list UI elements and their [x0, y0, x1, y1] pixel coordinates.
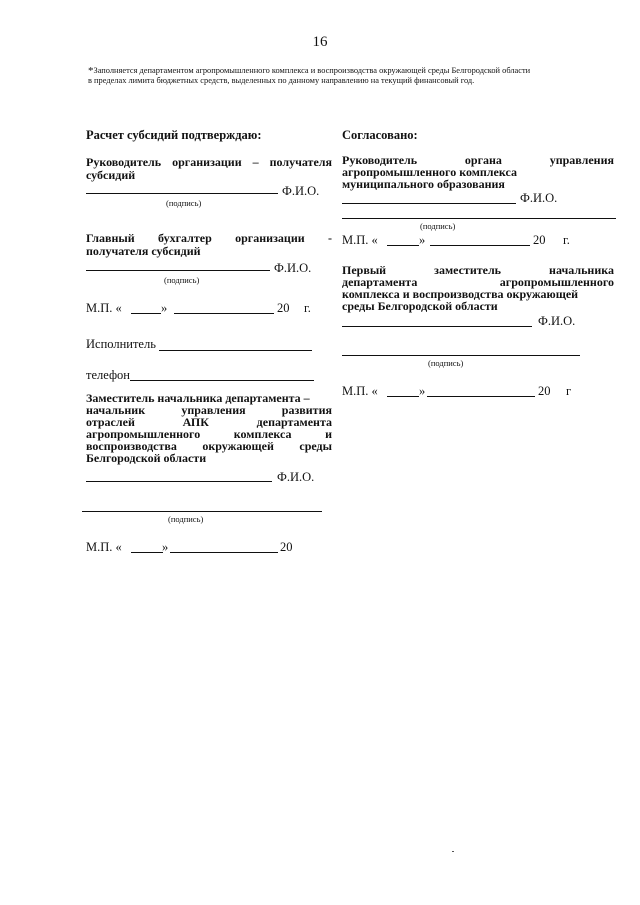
deputy-line-1: Заместитель начальника департамента –	[86, 391, 310, 405]
accountant-fio-label: Ф.И.О.	[274, 261, 312, 275]
deputy-sign-caption: (подпись)	[168, 514, 204, 524]
first-deputy-sign-line-2[interactable]	[342, 355, 580, 356]
right-mp-2-close-quote: »	[419, 384, 426, 398]
first-deputy-block	[342, 264, 614, 312]
municipal-sign-caption: (подпись)	[420, 221, 456, 231]
deputy-line-6: Белгородской области	[86, 451, 207, 465]
right-mp-2-month-line[interactable]	[427, 396, 535, 397]
deputy-fio-label: Ф.И.О.	[277, 470, 315, 484]
left-mp-1-g: г.	[304, 301, 311, 315]
footnote-line-1: *Заполняется департаментом агропромышленного комплекса и воспроизводства окружающей среды Белгородской области	[88, 65, 531, 77]
left-mp-1-day-line[interactable]	[131, 313, 161, 314]
first-deputy-fio-label: Ф.И.О.	[538, 314, 576, 328]
deputy-line-3: отраслей АПК департамента	[86, 415, 332, 429]
left-mp-1-year: 20	[277, 301, 290, 315]
first-deputy-line-4: среды Белгородской области	[342, 299, 498, 313]
left-mp-2-day-line[interactable]	[131, 552, 163, 553]
footnote	[88, 66, 620, 86]
right-mp-1-g: г.	[563, 233, 570, 247]
accountant-block	[86, 232, 332, 257]
executor-line[interactable]	[159, 350, 312, 351]
executor-label: Исполнитель	[86, 337, 156, 351]
first-deputy-line-3: комплекса и воспроизводства окружающей	[342, 287, 579, 301]
deputy-line-5: воспроизводства окружающей среды	[86, 439, 332, 453]
left-mp-2-close-quote: »	[162, 540, 169, 554]
phone-line[interactable]	[130, 380, 314, 381]
municipal-line-3: муниципального образования	[342, 177, 505, 191]
accountant-signature-line[interactable]	[86, 270, 270, 271]
municipal-line-1: Руководитель органа управления	[342, 153, 614, 167]
first-deputy-line-1: Первый заместитель начальника	[342, 263, 614, 277]
municipal-fio-label: Ф.И.О.	[520, 191, 558, 205]
head-org-line-2: субсидий	[86, 168, 136, 182]
first-deputy-signature-line[interactable]	[342, 326, 532, 327]
right-mp-2-label: М.П. «	[342, 384, 378, 398]
accountant-line-1: Главный бухгалтер организации -	[86, 231, 332, 245]
accountant-sign-caption: (подпись)	[164, 275, 200, 285]
page-number: 16	[312, 34, 328, 50]
footnote-star: *	[88, 65, 94, 77]
municipal-block	[342, 154, 614, 190]
right-mp-1-close-quote: »	[419, 233, 426, 247]
accountant-line-2: получателя субсидий	[86, 244, 201, 258]
municipal-signature-line[interactable]	[342, 203, 516, 204]
left-mp-1-label: М.П. «	[86, 301, 122, 315]
right-mp-1-month-line[interactable]	[430, 245, 530, 246]
left-mp-1-month-line[interactable]	[174, 313, 274, 314]
right-mp-2-g: г	[566, 384, 572, 398]
left-heading: Расчет субсидий подтверждаю:	[86, 128, 262, 142]
first-deputy-line-2: департамента агропромышленного	[342, 275, 614, 289]
head-org-fio-label: Ф.И.О.	[282, 184, 320, 198]
footnote-line-2: в пределах лимита бюджетных средств, выделенных по данному направлению на текущий финансовый год.	[88, 76, 475, 85]
left-mp-2-year: 20	[280, 540, 293, 554]
deputy-line-4: агропромышленного комплекса и	[86, 427, 332, 441]
left-mp-2-month-line[interactable]	[170, 552, 278, 553]
head-org-sign-caption: (подпись)	[166, 198, 202, 208]
deputy-block	[86, 392, 332, 464]
municipal-line-2: агропромышленного комплекса	[342, 165, 517, 179]
right-mp-1-day-line[interactable]	[387, 245, 419, 246]
phone-label: телефон	[86, 368, 130, 382]
municipal-sign-line-2[interactable]	[342, 218, 616, 219]
first-deputy-sign-caption: (подпись)	[428, 358, 464, 368]
deputy-signature-line[interactable]	[86, 481, 272, 482]
deputy-line-2: начальник управления развития	[86, 403, 332, 417]
scan-speck	[452, 851, 454, 852]
left-mp-2-label: М.П. «	[86, 540, 122, 554]
right-mp-1-label: М.П. «	[342, 233, 378, 247]
head-org-signature-line[interactable]	[86, 193, 278, 194]
right-mp-2-year: 20	[538, 384, 551, 398]
left-mp-1-close-quote: »	[161, 301, 168, 315]
head-org-line-1: Руководитель организации – получателя	[86, 155, 332, 169]
right-mp-2-day-line[interactable]	[387, 396, 419, 397]
deputy-sign-line-2[interactable]	[82, 511, 322, 512]
head-org-block	[86, 156, 332, 181]
right-mp-1-year: 20	[533, 233, 546, 247]
right-heading: Согласовано:	[342, 128, 418, 142]
